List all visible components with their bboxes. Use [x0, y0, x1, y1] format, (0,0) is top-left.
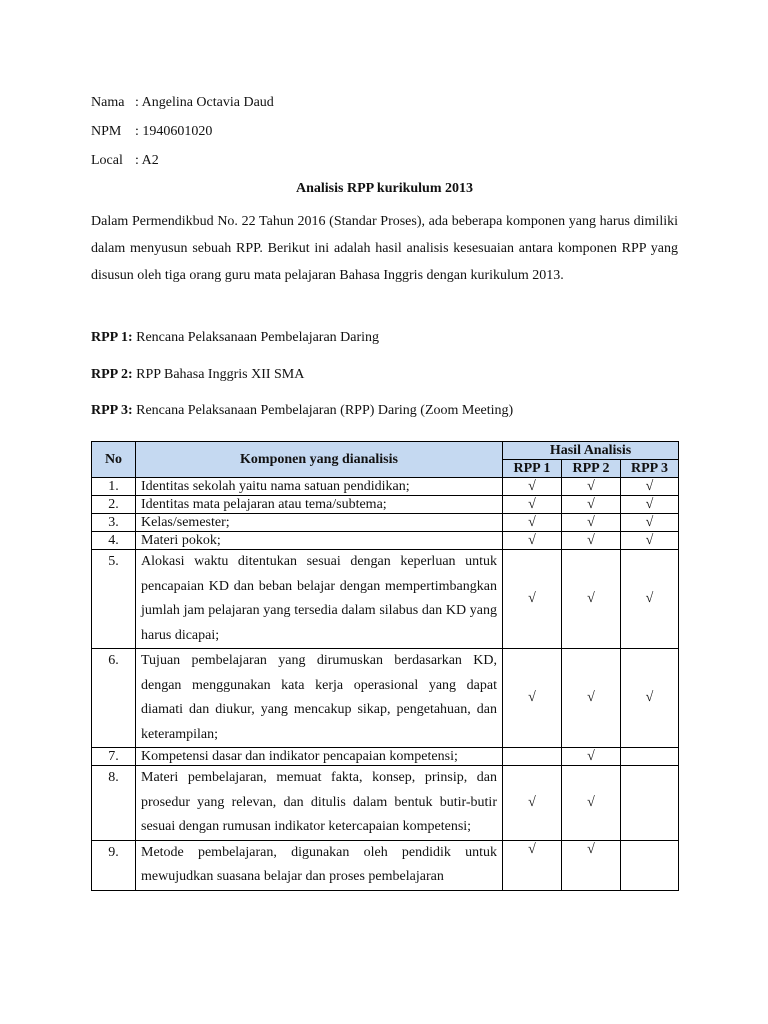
check-mark: √	[562, 649, 621, 748]
table-row	[92, 496, 679, 514]
check-mark: √	[562, 496, 621, 514]
row-no: 4.	[92, 532, 136, 550]
npm-value: : 1940601020	[135, 124, 213, 139]
row-no: 2.	[92, 496, 136, 514]
table-row	[92, 478, 679, 496]
check-mark: √	[562, 514, 621, 532]
rpp-3-text: Rencana Pelaksanaan Pembelajaran (RPP) Daring (Zoom Meeting)	[132, 403, 514, 418]
row-no: 7.	[92, 748, 136, 766]
rpp-2-label: RPP 2:	[91, 367, 133, 382]
check-mark: √	[562, 478, 621, 496]
check-mark	[621, 748, 679, 766]
row-no: 8.	[92, 766, 136, 841]
local-label: Local	[91, 153, 123, 168]
table-row	[92, 532, 679, 550]
row-component: Materi pembelajaran, memuat fakta, konsep, prinsip, dan prosedur yang relevan, dan ditulis dalam bentuk butir-butir sesuai dengan rumusan indikator ketercapaian kompetensi;	[136, 766, 503, 841]
check-mark: √	[503, 550, 562, 649]
rpp-1-line	[91, 330, 379, 346]
table-row	[92, 514, 679, 532]
name-value: : Angelina Octavia Daud	[135, 95, 274, 110]
check-mark	[621, 840, 679, 890]
rpp-2-line	[91, 367, 304, 383]
local-value: : A2	[135, 153, 159, 168]
check-mark: √	[621, 649, 679, 748]
table-row	[92, 748, 679, 766]
row-component: Materi pokok;	[136, 532, 503, 550]
check-mark	[503, 748, 562, 766]
row-no: 6.	[92, 649, 136, 748]
student-name-line	[91, 94, 274, 112]
rpp-1-text: Rencana Pelaksanaan Pembelajaran Daring	[132, 330, 380, 345]
check-mark	[621, 766, 679, 841]
row-no: 3.	[92, 514, 136, 532]
check-mark: √	[621, 532, 679, 550]
check-mark: √	[562, 748, 621, 766]
check-mark: √	[562, 532, 621, 550]
row-no: 9.	[92, 840, 136, 890]
check-mark: √	[621, 550, 679, 649]
header-result: Hasil Analisis	[503, 442, 679, 460]
row-no: 5.	[92, 550, 136, 649]
check-mark: √	[562, 840, 621, 890]
header-no: No	[92, 442, 136, 478]
check-mark: √	[503, 478, 562, 496]
header-rpp-1: RPP 1	[503, 460, 562, 478]
row-no: 1.	[92, 478, 136, 496]
table-row	[92, 550, 679, 649]
rpp-3-line	[91, 403, 513, 419]
check-mark: √	[621, 514, 679, 532]
header-component: Komponen yang dianalisis	[136, 442, 503, 478]
header-rpp-3: RPP 3	[621, 460, 679, 478]
document-title: Analisis RPP kurikulum 2013	[296, 181, 473, 196]
check-mark: √	[621, 496, 679, 514]
student-local-line	[91, 152, 159, 170]
table-row	[92, 649, 679, 748]
table-row	[92, 840, 679, 890]
check-mark: √	[562, 766, 621, 841]
check-mark: √	[503, 840, 562, 890]
row-component: Identitas sekolah yaitu nama satuan pendidikan;	[136, 478, 503, 496]
check-mark: √	[503, 766, 562, 841]
check-mark: √	[562, 550, 621, 649]
row-component: Alokasi waktu ditentukan sesuai dengan keperluan untuk pencapaian KD dan beban belajar dengan mempertimbangkan jumlah jam pelajaran yang tersedia dalam silabus dan KD yang harus dicapai;	[136, 550, 503, 649]
rpp-3-label: RPP 3:	[91, 403, 133, 418]
check-mark: √	[503, 649, 562, 748]
student-npm-line	[91, 123, 212, 141]
row-component: Metode pembelajaran, digunakan oleh pendidik untuk mewujudkan suasana belajar dan proses pembelajaran	[136, 840, 503, 890]
row-component: Tujuan pembelajaran yang dirumuskan berdasarkan KD, dengan menggunakan kata kerja operasional yang dapat diamati dan diukur, yang mencakup sikap, pengetahuan, dan keterampilan;	[136, 649, 503, 748]
check-mark: √	[503, 532, 562, 550]
intro-paragraph: Dalam Permendikbud No. 22 Tahun 2016 (Standar Proses), ada beberapa komponen yang harus dimiliki dalam menyusun sebuah RPP. Berikut ini adalah hasil analisis kesesuaian antara komponen RPP yang disusun oleh tiga orang guru mata pelajaran Bahasa Inggris dengan kurikulum 2013.	[91, 214, 678, 283]
check-mark: √	[503, 496, 562, 514]
analysis-table	[91, 441, 679, 891]
row-component: Kompetensi dasar dan indikator pencapaian kompetensi;	[136, 748, 503, 766]
header-rpp-2: RPP 2	[562, 460, 621, 478]
check-mark: √	[503, 514, 562, 532]
npm-label: NPM	[91, 124, 122, 139]
table-row	[92, 766, 679, 841]
rpp-1-label: RPP 1:	[91, 330, 133, 345]
row-component: Kelas/semester;	[136, 514, 503, 532]
rpp-2-text: RPP Bahasa Inggris XII SMA	[132, 367, 305, 382]
check-mark: √	[621, 478, 679, 496]
row-component: Identitas mata pelajaran atau tema/subtema;	[136, 496, 503, 514]
name-label: Nama	[91, 95, 125, 110]
